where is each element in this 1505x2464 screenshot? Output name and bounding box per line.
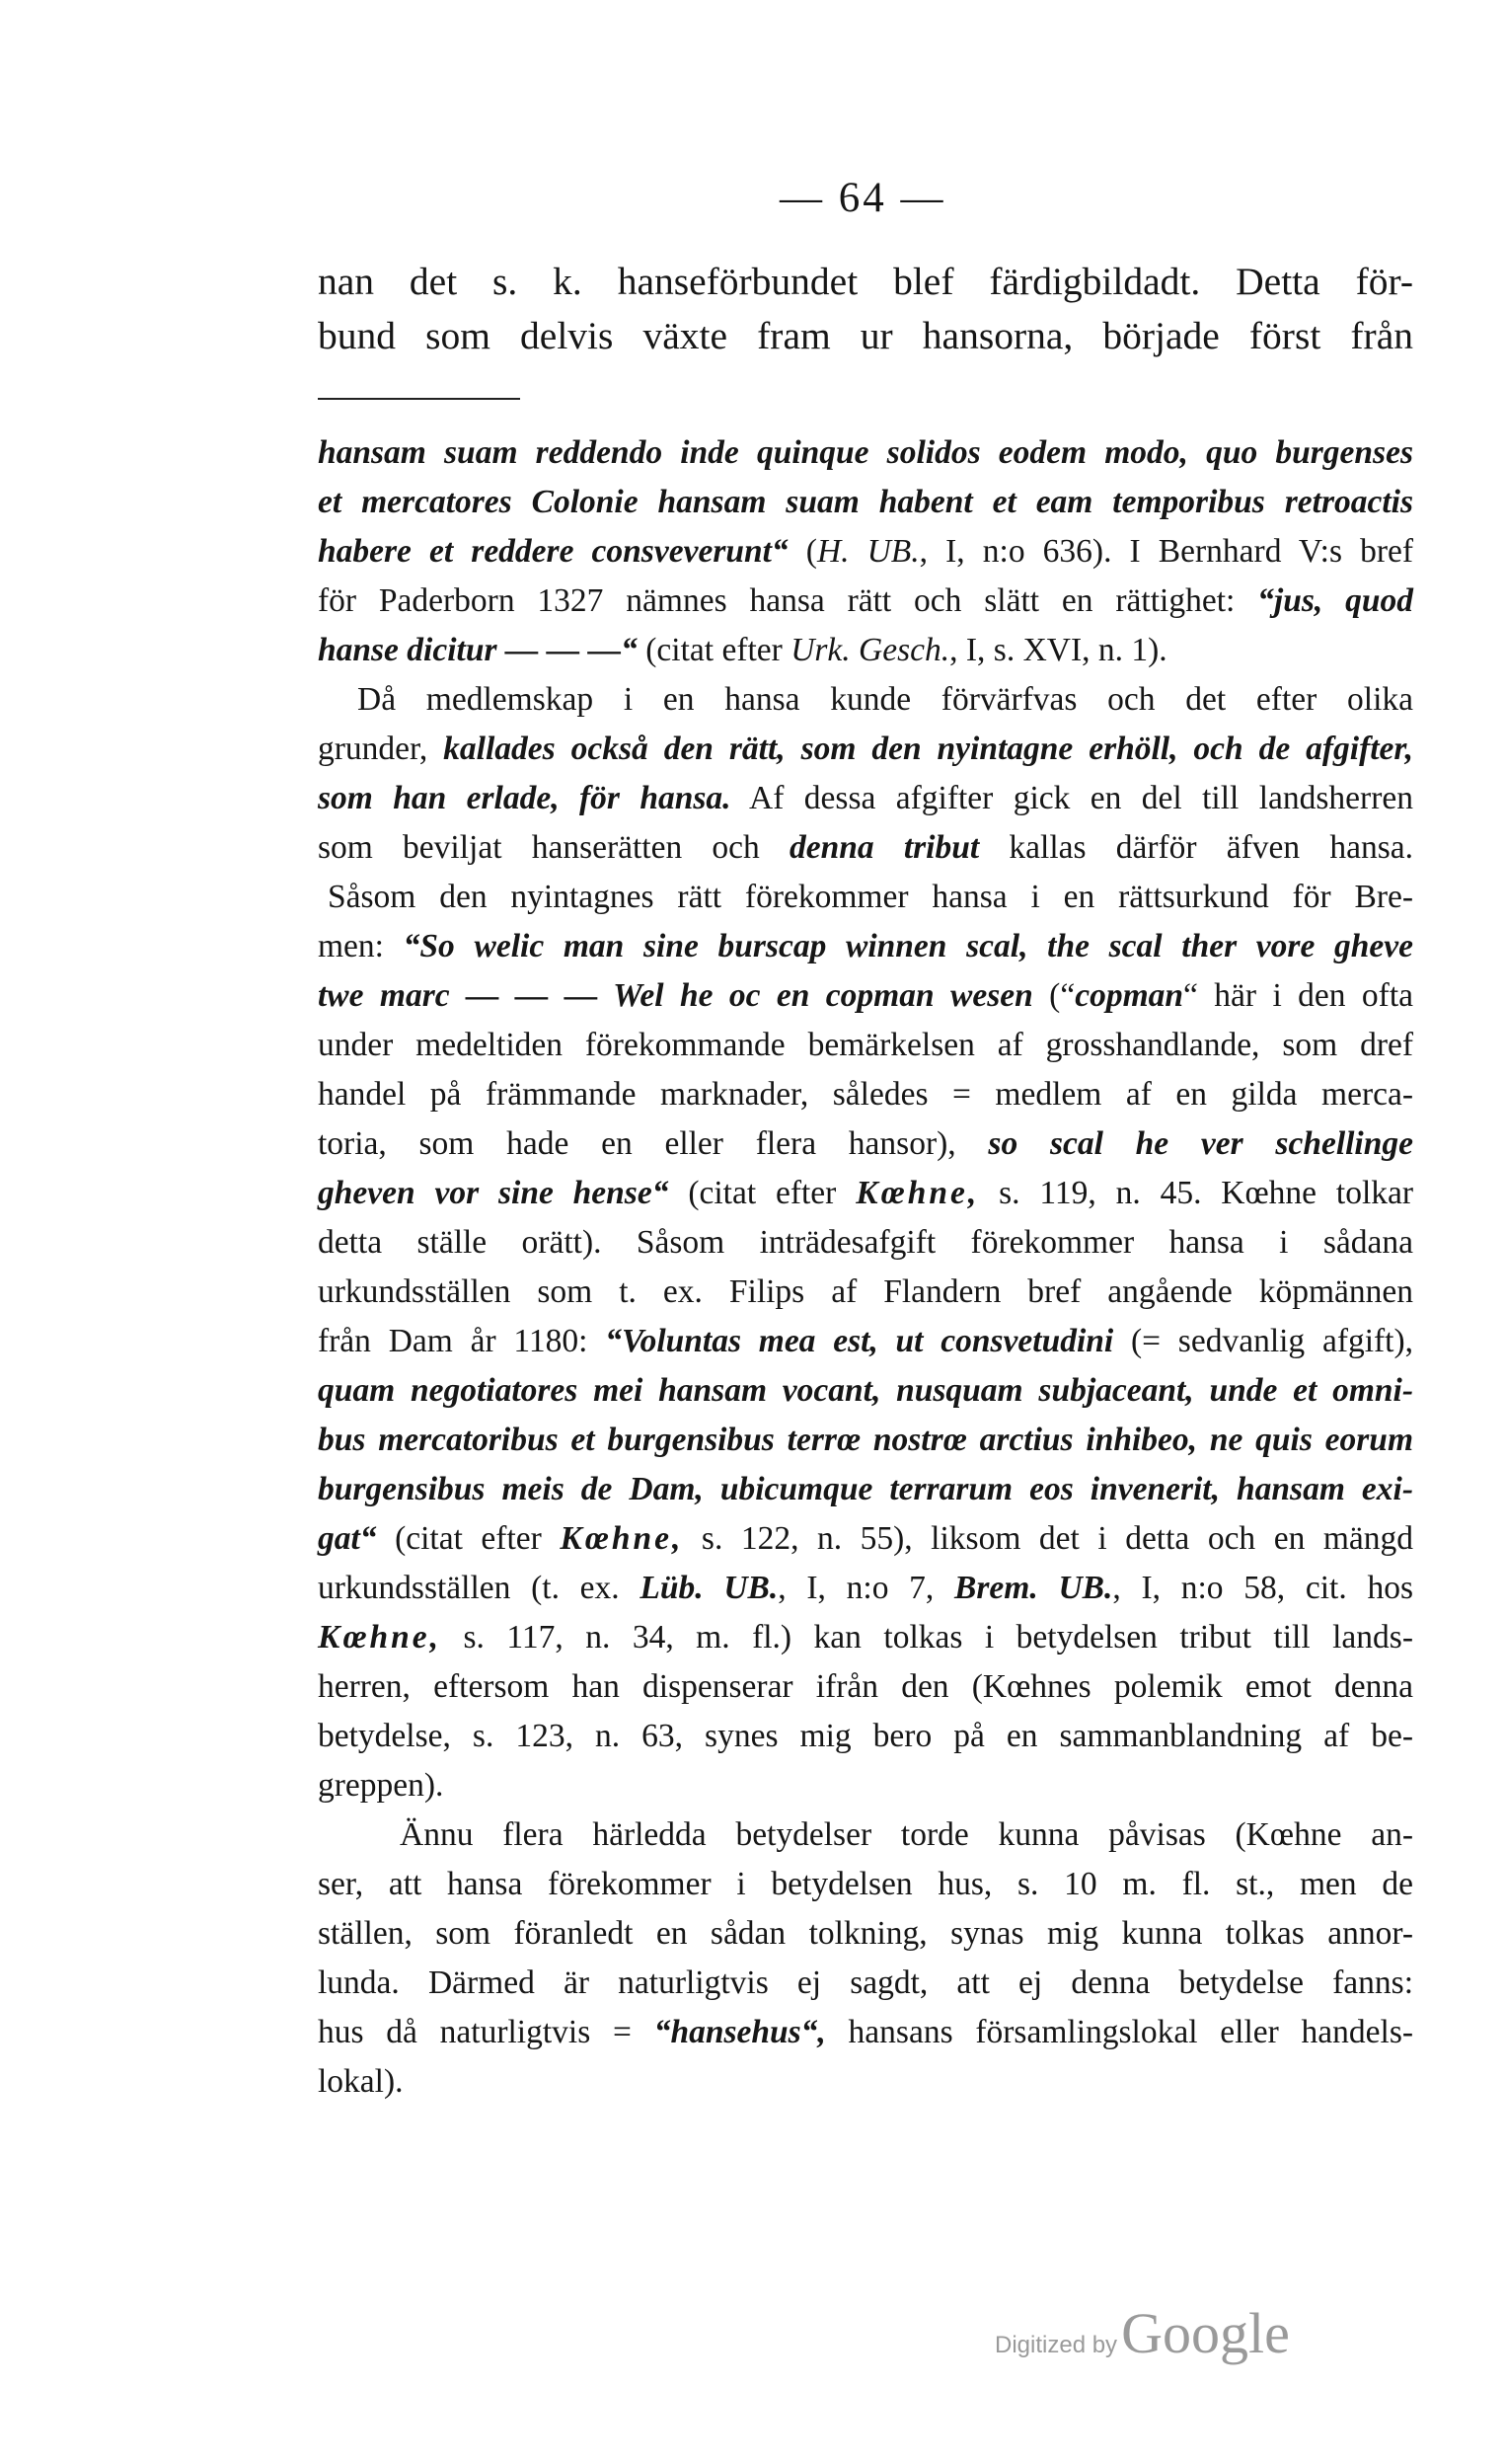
footnote-line: burgensibus meis de Dam, ubicumque terrarum eos invenerit, hansam exi- — [318, 1471, 1413, 1507]
footnote-line: detta ställe orätt). Såsom inträdesafgift förekommer hansa i sådana — [318, 1224, 1413, 1261]
watermark-prefix: Digitized by — [995, 2332, 1118, 2358]
footnote-line: et mercatores Colonie hansam suam habent et eam temporibus retroactis — [318, 484, 1413, 520]
footnote-line: grunder, kallades också den rätt, som den nyintagne erhöll, och de afgifter, — [318, 731, 1413, 767]
footnote-line: lokal). — [318, 2063, 404, 2100]
footnote-line: hanse dicitur — — —“ (citat efter Urk. Gesch., I, s. XVI, n. 1). — [318, 632, 1167, 668]
footnote-line: gat“ (citat efter Kœhne, s. 122, n. 55), liksom det i detta och en mängd — [318, 1520, 1414, 1557]
footnote-line: betydelse, s. 123, n. 63, synes mig bero på en sammanblandning af be- — [318, 1718, 1413, 1754]
footnote-line: urkundsställen (t. ex. Lüb. UB., I, n:o 7, Brem. UB., I, n:o 58, cit. hos — [318, 1570, 1413, 1606]
footnote-line: hansam suam reddendo inde quinque solidos eodem modo, quo burgenses — [318, 434, 1413, 471]
footnote-line: under medeltiden förekommande bemärkelsen af grosshandlande, som dref — [318, 1027, 1413, 1063]
footnote-line: handel på främmande marknader, således = medlem af en gilda merca- — [318, 1076, 1413, 1113]
footnote-line: greppen). — [318, 1767, 444, 1804]
footnote-line: ställen, som föranledt en sådan tolkning, synas mig kunna tolkas annor- — [318, 1915, 1413, 1952]
footnote-line: urkundsställen som t. ex. Filips af Flandern bref angående köpmännen — [318, 1273, 1413, 1310]
footnote-line: för Paderborn 1327 nämnes hansa rätt och slätt en rättighet: “jus, quod — [318, 582, 1413, 619]
page-number: — 64 — — [780, 175, 946, 221]
footnote-divider — [318, 398, 520, 400]
body-text-line: bund som delvis växte fram ur hansorna, började först från — [318, 314, 1413, 357]
footnote-line: Då medlemskap i en hansa kunde förvärfvas och det efter olika — [357, 681, 1413, 718]
footnote-line: Såsom den nyintagnes rätt förekommer hansa i en rättsurkund för Bre- — [328, 879, 1413, 915]
footnote-line: hus då naturligtvis = “hansehus“, hansans församlingslokal eller handels- — [318, 2014, 1414, 2050]
footnote-line: lunda. Därmed är naturligtvis ej sagdt, att ej denna betydelse fanns: — [318, 1964, 1413, 2001]
footnote-line: ser, att hansa förekommer i betydelsen hus, s. 10 m. fl. st., men de — [318, 1866, 1413, 1902]
footnote-line: som beviljat hanserätten och denna tribut kallas därför äfven hansa. — [318, 829, 1413, 866]
footnote-line: quam negotiatores mei hansam vocant, nusquam subjaceant, unde et omni- — [318, 1372, 1413, 1409]
body-text-line: nan det s. k. hanseförbundet blef färdigbildadt. Detta för- — [318, 260, 1413, 303]
google-watermark — [995, 2300, 1290, 2366]
footnote-line: gheven vor sine hense“ (citat efter Kœhne, s. 119, n. 45. Kœhne tolkar — [318, 1175, 1414, 1211]
footnote-line: Ännu flera härledda betydelser torde kunna påvisas (Kœhne an- — [400, 1816, 1413, 1853]
footnote-line: habere et reddere consveverunt“ (H. UB., I, n:o 636). I Bernhard V:s bref — [318, 533, 1414, 570]
footnote-line: Kœhne, s. 117, n. 34, m. fl.) kan tolkas i betydelsen tribut till lands- — [318, 1619, 1413, 1656]
google-logo: Google — [1121, 2301, 1290, 2365]
footnote-line: men: “So welic man sine burscap winnen scal, the scal ther vore gheve — [318, 928, 1413, 964]
footnote-line: från Dam år 1180: “Voluntas mea est, ut consvetudini (= sedvanlig afgift), — [318, 1323, 1414, 1359]
footnote-line: som han erlade, för hansa. Af dessa afgifter gick en del till landsherren — [318, 780, 1413, 816]
footnote-line: toria, som hade en eller flera hansor), so scal he ver schellinge — [318, 1125, 1413, 1162]
footnote-line: twe marc — — — Wel he oc en copman wesen (“copman“ här i den ofta — [318, 977, 1414, 1014]
footnote-line: herren, eftersom han dispenserar ifrån den (Kœhnes polemik emot denna — [318, 1668, 1413, 1705]
footnote-line: bus mercatoribus et burgensibus terrœ nostrœ arctius inhibeo, ne quis eorum — [318, 1422, 1413, 1458]
